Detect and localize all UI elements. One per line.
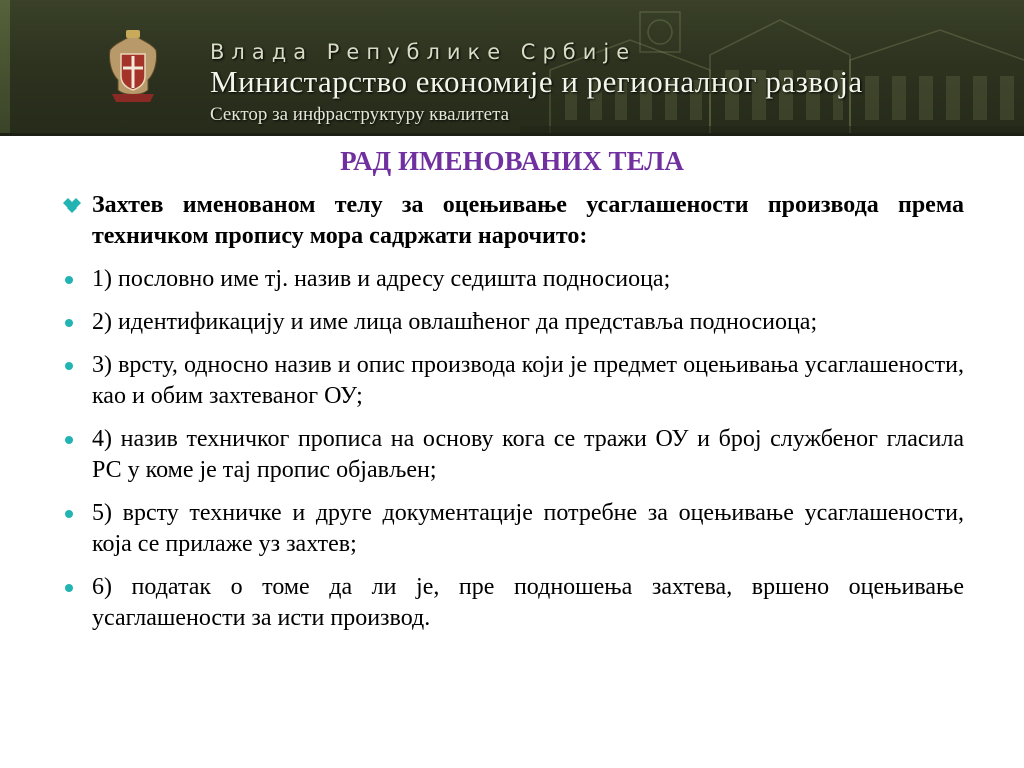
lead-bullet-item <box>62 190 964 252</box>
dot-bullet-icon <box>65 436 73 444</box>
list-item <box>62 264 964 295</box>
slide-content <box>62 190 964 646</box>
list-item <box>62 572 964 634</box>
diamond-bullet-icon <box>62 197 82 215</box>
dot-bullet-icon <box>65 510 73 518</box>
list-item-text: 3) врсту, односно назив и опис производа који је предмет оцењивања усаглашености, као и обим захтеваног ОУ; <box>92 352 964 409</box>
list-item-text: 5) врсту техничке и друге документације потребне за оцењивање усаглашености, која се прилаже уз захтев; <box>92 500 964 557</box>
banner-edge <box>0 0 10 136</box>
banner-sector-title: Сектор за инфраструктуру квалитета <box>210 104 510 125</box>
list-item-text: 4) назив техничког прописа на основу кога се тражи ОУ и број службеног гласила РС у коме је тај пропис објављен; <box>92 426 964 483</box>
serbian-coat-of-arms-icon <box>104 30 162 104</box>
list-item-text: 6) податак о томе да ли је, пре подношења захтева, вршено оцењивање усаглашености за исти производ. <box>92 574 964 631</box>
banner-government-title: Влада Републике Србије <box>210 40 637 64</box>
dot-bullet-icon <box>65 276 73 284</box>
slide-title: РАД ИМЕНОВАНИХ ТЕЛА <box>340 146 684 176</box>
header-banner <box>0 0 1024 136</box>
list-item-text: 1) пословно име тј. назив и адресу седишта подносиоца; <box>92 266 671 292</box>
dot-bullet-icon <box>65 319 73 327</box>
banner-ministry-title: Министарство економије и регионалног развоја <box>210 64 863 99</box>
dot-bullet-icon <box>65 584 73 592</box>
dot-bullet-icon <box>65 362 73 370</box>
lead-text: Захтев именованом телу за оцењивање усаглашености производа према техничком пропису мора садржати нарочито: <box>92 192 964 249</box>
banner-divider <box>0 133 1024 136</box>
list-item <box>62 424 964 486</box>
list-item <box>62 350 964 412</box>
list-item-text: 2) идентификацију и име лица овлашћеног да представља подносиоца; <box>92 309 818 335</box>
list-item <box>62 498 964 560</box>
list-item <box>62 307 964 338</box>
